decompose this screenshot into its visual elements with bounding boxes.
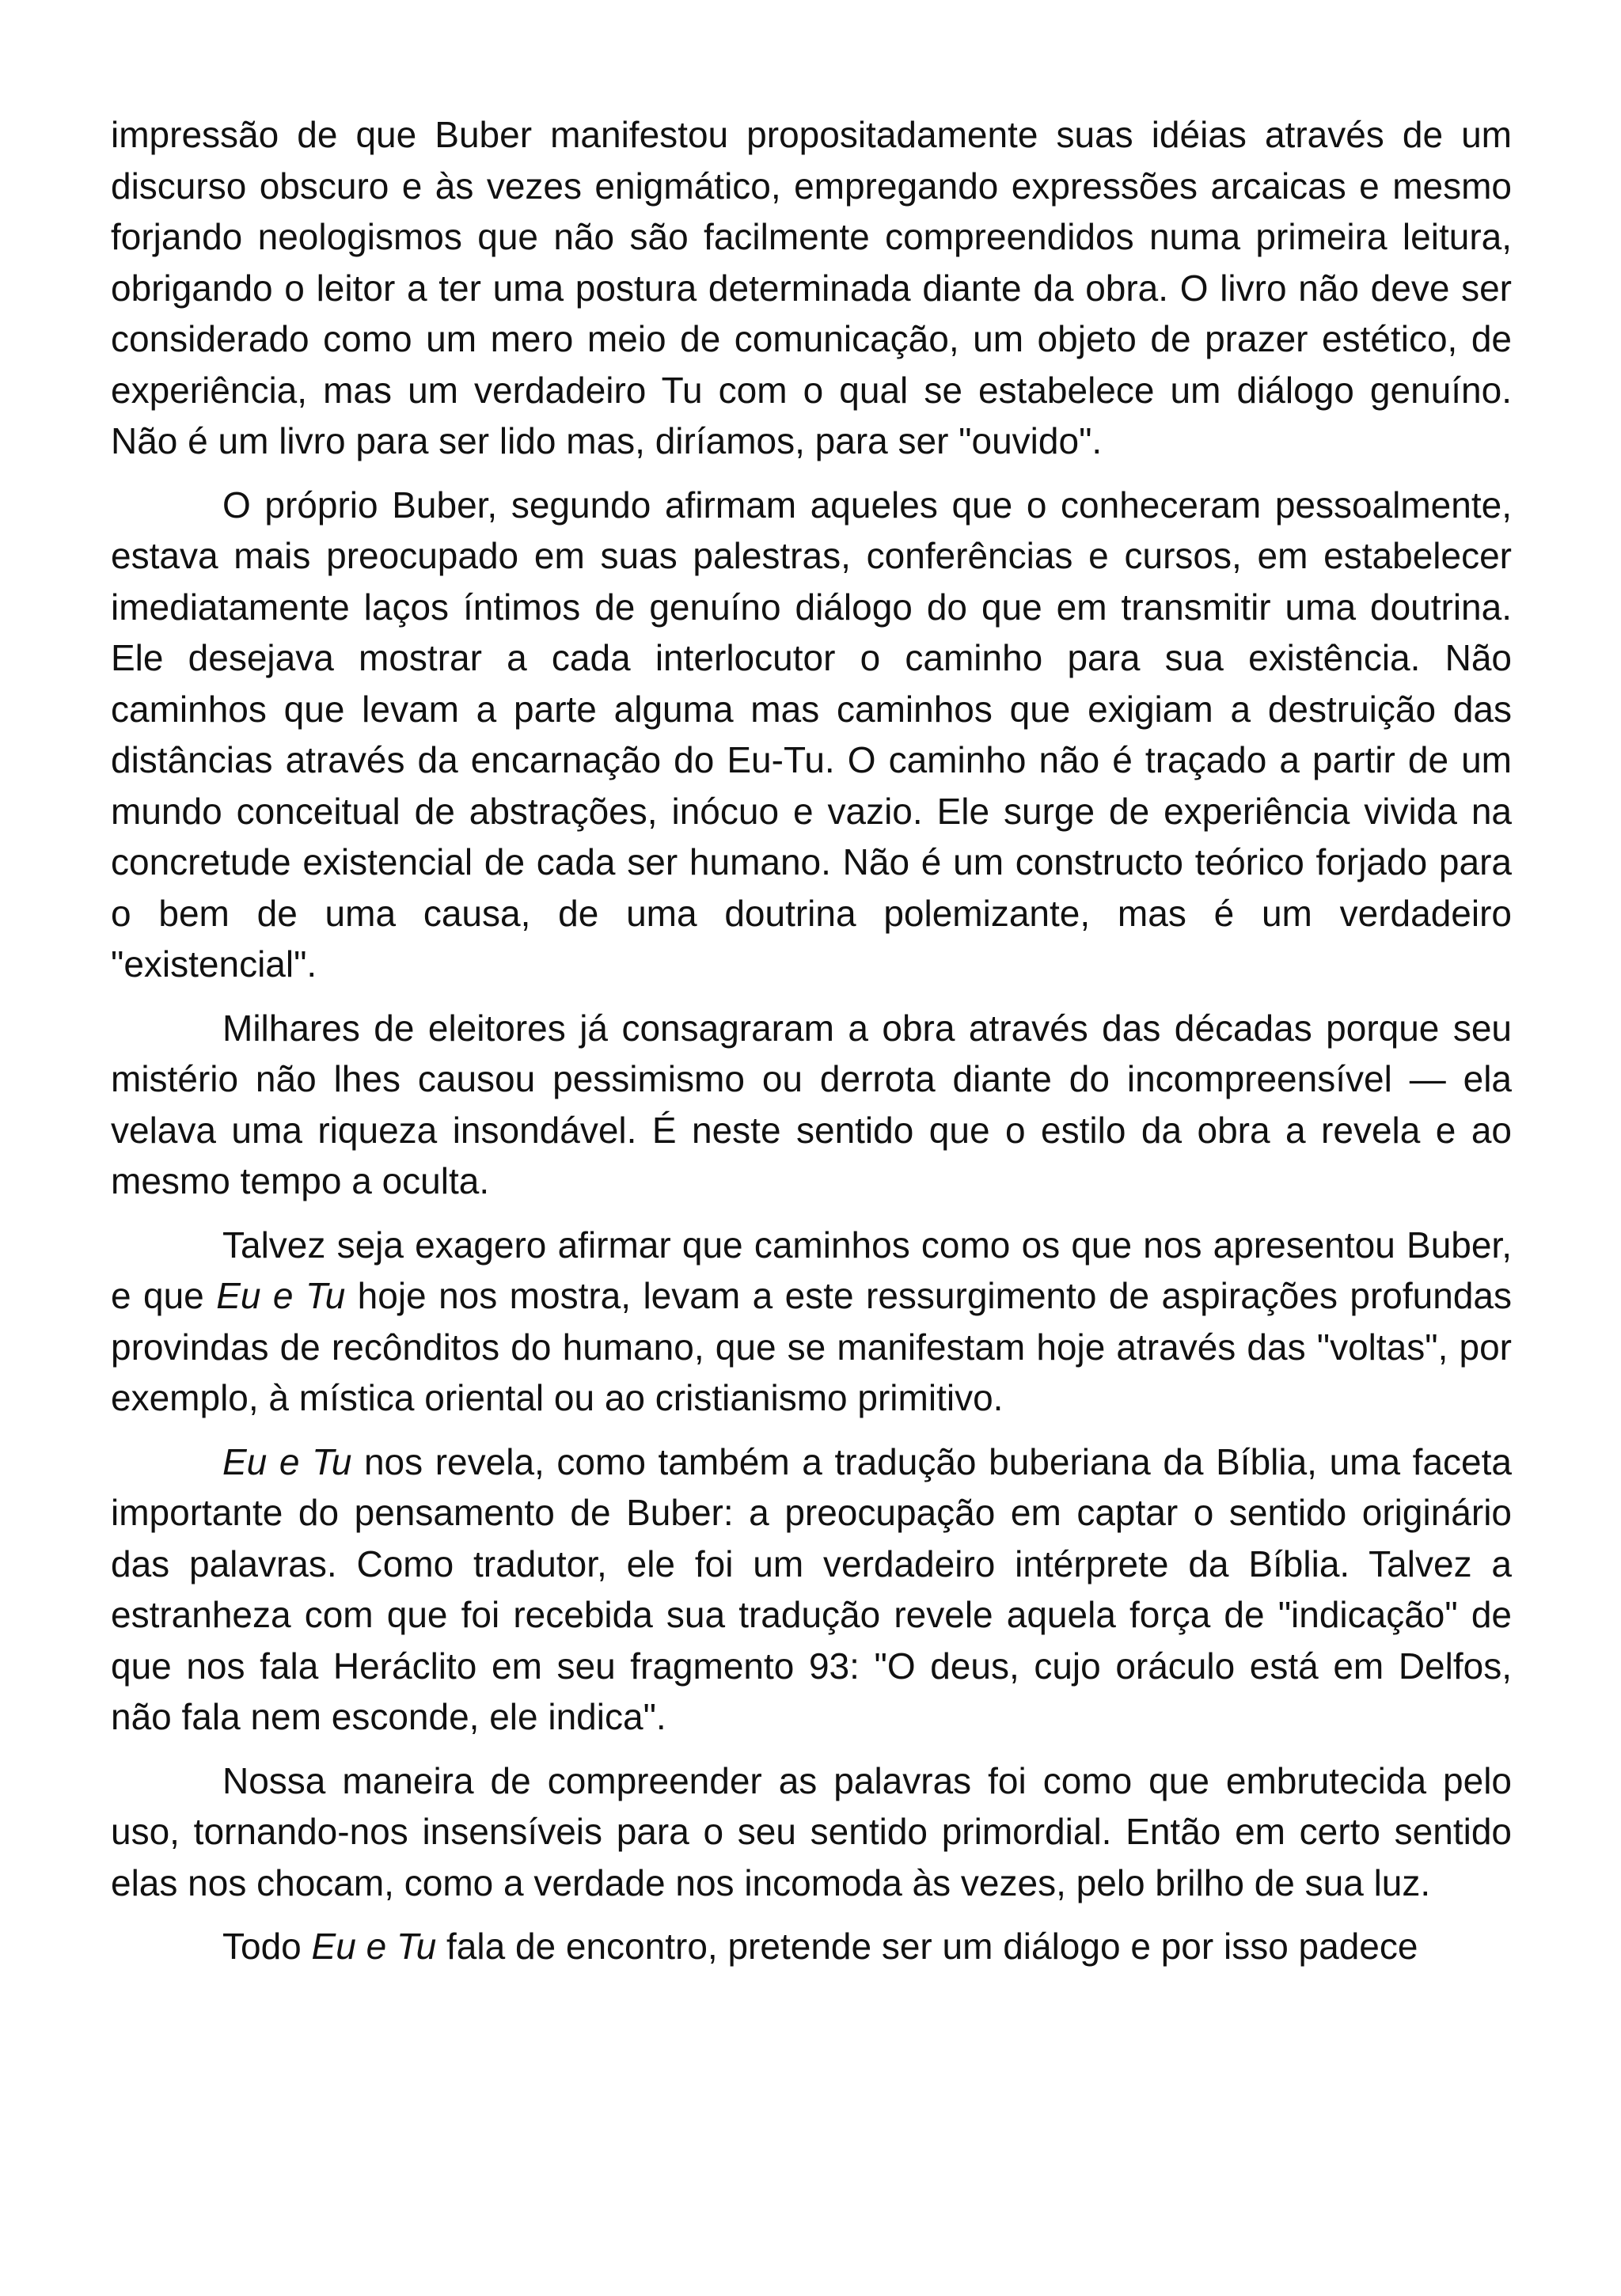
paragraph-6-text: Nossa maneira de compreender as palavras foi como que embrutecida pelo uso, tornando-nos insensíveis para o seu sentido primordial. Então em certo sentido elas nos chocam, como a verdade nos incomoda às vezes, pelo brilho de sua luz. [111, 1759, 1512, 1903]
paragraph-3 [111, 1003, 1512, 1207]
paragraph-4-text-a: Talvez seja exagero afirmar que caminhos como os que nos apresentou Buber, e que [111, 1224, 1512, 1316]
book-title-italic: Eu e Tu [222, 1440, 352, 1482]
book-title-italic: Eu e Tu [311, 1926, 437, 1967]
document-page [111, 109, 1512, 1985]
paragraph-5 [111, 1436, 1512, 1743]
paragraph-1-text: impressão de que Buber manifestou propositadamente suas idéias através de um discurso obscuro e às vezes enigmático, empregando expressões arcaicas e mesmo forjando neologismos que não são facilmente compreendidos numa primeira leitura, obrigando o leitor a ter uma postura determinada diante da obra. O livro não deve ser considerado como um mero meio de comunicação, um objeto de prazer estético, de experiência, mas um verdadeiro Tu com o qual se estabelece um diálogo genuíno. Não é um livro para ser lido mas, diríamos, para ser "ouvido". [111, 114, 1512, 461]
paragraph-6 [111, 1755, 1512, 1909]
book-title-italic: Eu e Tu [216, 1275, 346, 1316]
paragraph-4 [111, 1220, 1512, 1424]
paragraph-2 [111, 480, 1512, 990]
paragraph-7 [111, 1921, 1512, 1972]
paragraph-2-text: O próprio Buber, segundo afirmam aqueles que o conheceram pessoalmente, estava mais preocupado em suas palestras, conferências e cursos, em estabelecer imediatamente laços íntimos de genuíno diálogo do que em transmitir uma doutrina. Ele desejava mostrar a cada interlocutor o caminho para sua existência. Não caminhos que levam a parte alguma mas caminhos que exigiam a destruição das distâncias através da encarnação do Eu-Tu. O caminho não é traçado a partir de um mundo conceitual de abstrações, inócuo e vazio. Ele surge de experiência vivida na concretude existencial de cada ser humano. Não é um constructo teórico forjado para o bem de uma causa, de uma doutrina polemizante, mas é um verdadeiro "existencial". [111, 484, 1512, 985]
paragraph-7-text-b: fala de encontro, pretende ser um diálogo e por isso padece [436, 1926, 1418, 1967]
paragraph-4-text-b: hoje nos mostra, levam a este ressurgimento de aspirações profundas provindas de recônditos do humano, que se manifestam hoje através das "voltas", por exemplo, à mística oriental ou ao cristianismo primitivo. [111, 1275, 1512, 1418]
paragraph-1 [111, 109, 1512, 467]
paragraph-7-text-a: Todo [222, 1926, 312, 1967]
paragraph-5-text: nos revela, como também a tradução buberiana da Bíblia, uma faceta importante do pensamento de Buber: a preocupação em captar o sentido originário das palavras. Como tradutor, ele foi um verdadeiro intérprete da Bíblia. Talvez a estranheza com que foi recebida sua tradução revele aquela força de "indicação" de que nos fala Heráclito em seu fragmento 93: "O deus, cujo oráculo está em Delfos, não fala nem esconde, ele indica". [111, 1440, 1512, 1737]
paragraph-3-text: Milhares de eleitores já consagraram a obra através das décadas porque seu mistério não lhes causou pessimismo ou derrota diante do incompreensível — ela velava uma riqueza insondável. É neste sentido que o estilo da obra a revela e ao mesmo tempo a oculta. [111, 1007, 1512, 1201]
